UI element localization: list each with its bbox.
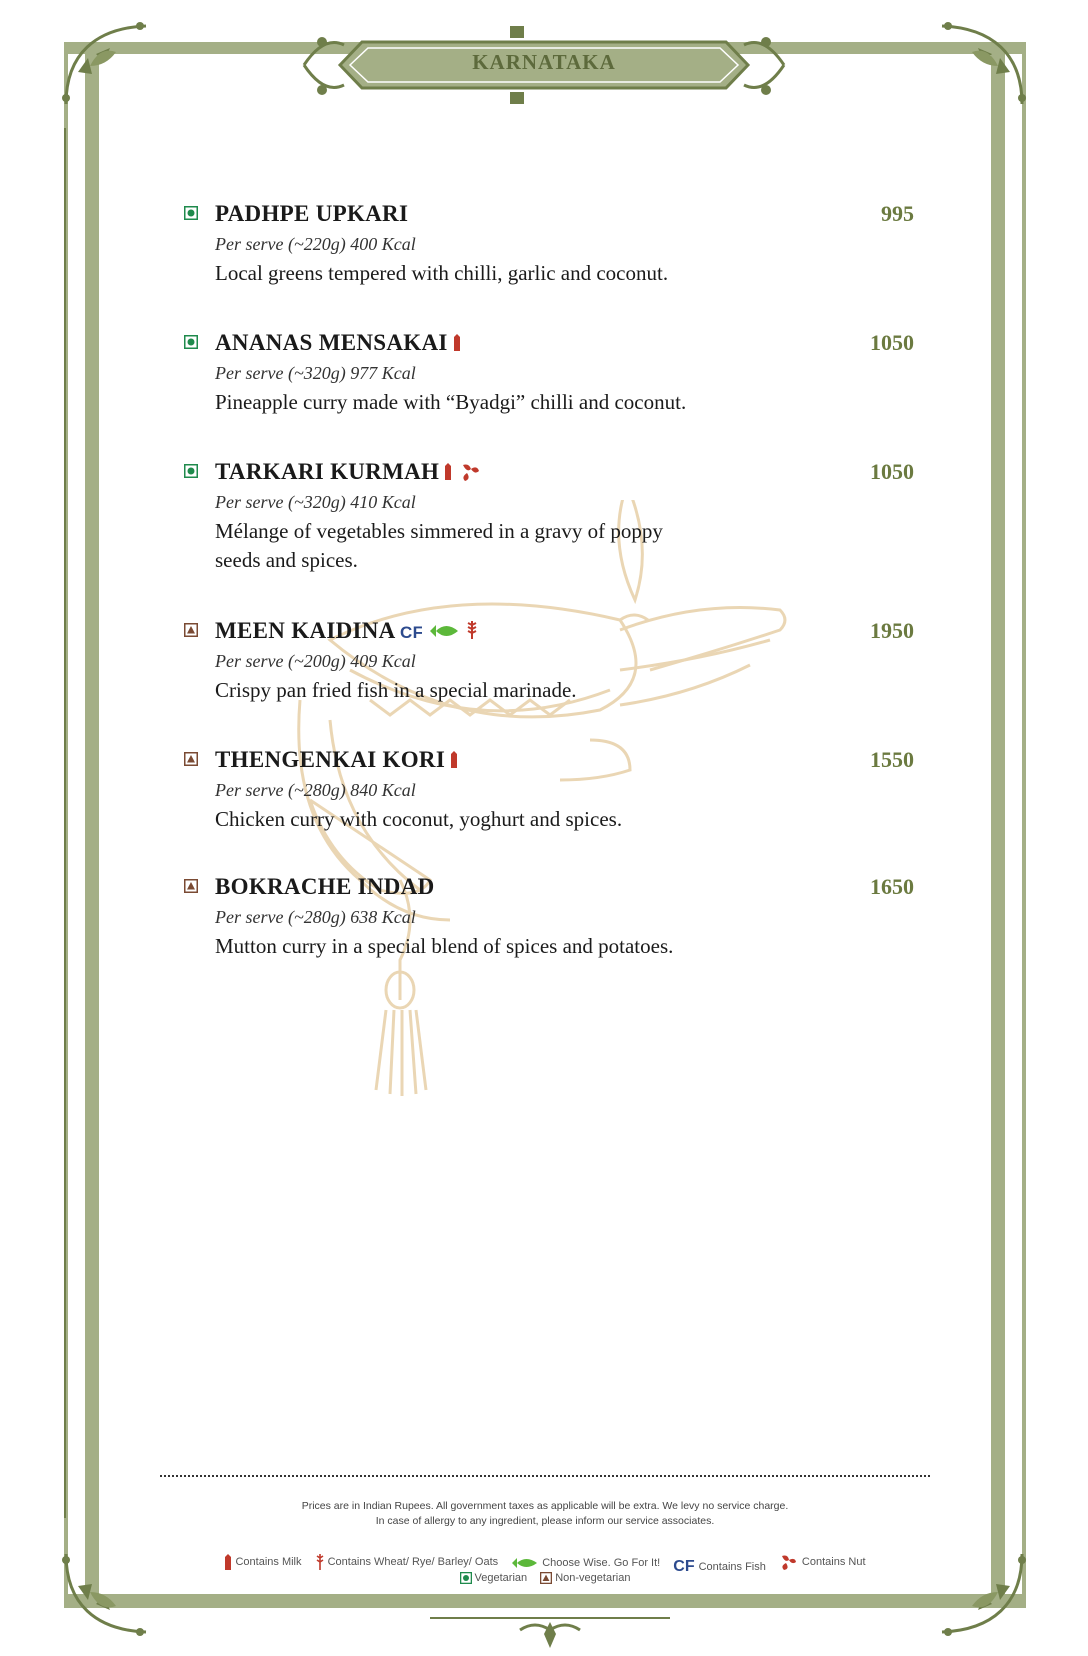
item-calories: Per serve (~220g) 400 Kcal	[215, 234, 416, 254]
nonveg-mark-icon	[184, 879, 198, 893]
legend-milk	[224, 1553, 301, 1571]
legend-veg-label: Vegetarian	[474, 1572, 528, 1584]
item-name-row	[215, 330, 462, 358]
legend-milk-label: Contains Milk	[235, 1556, 302, 1568]
legend-nonveg	[540, 1572, 630, 1584]
item-name: ANANAS MENSAKAI	[215, 330, 448, 355]
milk-icon	[443, 461, 453, 481]
nonveg-mark-icon	[184, 623, 198, 637]
veg-mark-icon	[184, 206, 198, 220]
item-price: 1650	[870, 874, 914, 899]
legend-veg	[460, 1572, 528, 1584]
section-title: KARNATAKA	[472, 50, 616, 74]
contains-fish-cf-icon: CF	[673, 1558, 695, 1575]
wheat-icon	[466, 619, 478, 641]
item-calories: Per serve (~320g) 410 Kcal	[215, 492, 416, 512]
nonveg-mark-icon	[184, 752, 198, 766]
veg-mark-icon	[460, 1572, 472, 1584]
footer-divider	[160, 1475, 930, 1477]
item-description: Pineapple curry made with “Byadgi” chilli and coconut.	[215, 390, 687, 414]
item-description: Crispy pan fried fish in a special marinade.	[215, 678, 577, 702]
nonveg-mark-icon	[540, 1572, 552, 1584]
milk-icon	[452, 332, 462, 352]
legend-choose-wise-label: Choose Wise. Go For It!	[542, 1557, 661, 1569]
item-description: Mutton curry in a special blend of spices and potatoes.	[215, 934, 674, 958]
item-price: 1050	[870, 330, 914, 355]
corner-ornament-bottom-left	[56, 1548, 152, 1644]
fish-choose-wise-icon	[428, 621, 460, 641]
frame-bottom-band	[64, 1594, 1026, 1606]
item-name: MEEN KAIDINA	[215, 618, 396, 643]
corner-ornament-bottom-right	[936, 1548, 1032, 1644]
contains-fish-cf-icon	[400, 621, 422, 641]
item-name: PADHPE UPKARI	[215, 201, 409, 226]
corner-ornament-top-left	[56, 14, 152, 110]
item-calories: Per serve (~280g) 840 Kcal	[215, 780, 416, 800]
legend-nut	[779, 1553, 866, 1571]
legend-fish-label: Contains Fish	[698, 1561, 766, 1573]
nut-icon	[779, 1553, 799, 1571]
item-price: 1550	[870, 747, 914, 772]
svg-text:CF: CF	[399, 622, 422, 641]
item-calories: Per serve (~320g) 977 Kcal	[215, 363, 416, 383]
footer-price-note: Prices are in Indian Rupees. All government taxes as applicable will be extra. We levy no service charge.	[301, 1500, 789, 1512]
item-price: 995	[881, 201, 914, 226]
legend-nonveg-label: Non-vegetarian	[555, 1572, 631, 1584]
fish-choose-wise-icon	[511, 1555, 539, 1571]
veg-mark-icon	[184, 335, 198, 349]
item-price: 1050	[870, 459, 914, 484]
milk-icon	[449, 749, 459, 769]
item-name: BOKRACHE INDAD	[215, 874, 435, 899]
wheat-icon	[315, 1553, 325, 1571]
item-calories: Per serve (~280g) 638 Kcal	[215, 907, 416, 927]
item-name-row	[215, 618, 478, 647]
item-description: Chicken curry with coconut, yoghurt and spices.	[215, 807, 623, 831]
item-name: TARKARI KURMAH	[215, 459, 440, 484]
legend-wheat-label: Contains Wheat/ Rye/ Barley/ Oats	[327, 1556, 499, 1568]
legend-choose-wise	[511, 1555, 660, 1571]
milk-icon	[224, 1553, 232, 1571]
item-description: Mélange of vegetables simmered in a gravy of poppy seeds and spices.	[215, 519, 663, 572]
item-name: THENGENKAI KORI	[215, 747, 446, 772]
nut-icon	[459, 461, 481, 481]
item-calories: Per serve (~200g) 409 Kcal	[215, 651, 416, 671]
item-price: 1950	[870, 618, 914, 643]
corner-ornament-top-right	[936, 14, 1032, 110]
item-description: Local greens tempered with chilli, garlic and coconut.	[215, 261, 669, 285]
item-name-row	[215, 747, 459, 775]
footer-allergy-note: In case of allergy to any ingredient, please inform our service associates.	[375, 1515, 715, 1527]
bottom-ornament	[430, 1612, 670, 1652]
legend-row-2	[160, 1572, 930, 1587]
item-name-row	[215, 459, 481, 487]
veg-mark-icon	[184, 464, 198, 478]
legend-wheat	[315, 1553, 499, 1571]
frame-thin-line	[64, 128, 66, 1518]
legend-nut-label: Contains Nut	[801, 1556, 866, 1568]
